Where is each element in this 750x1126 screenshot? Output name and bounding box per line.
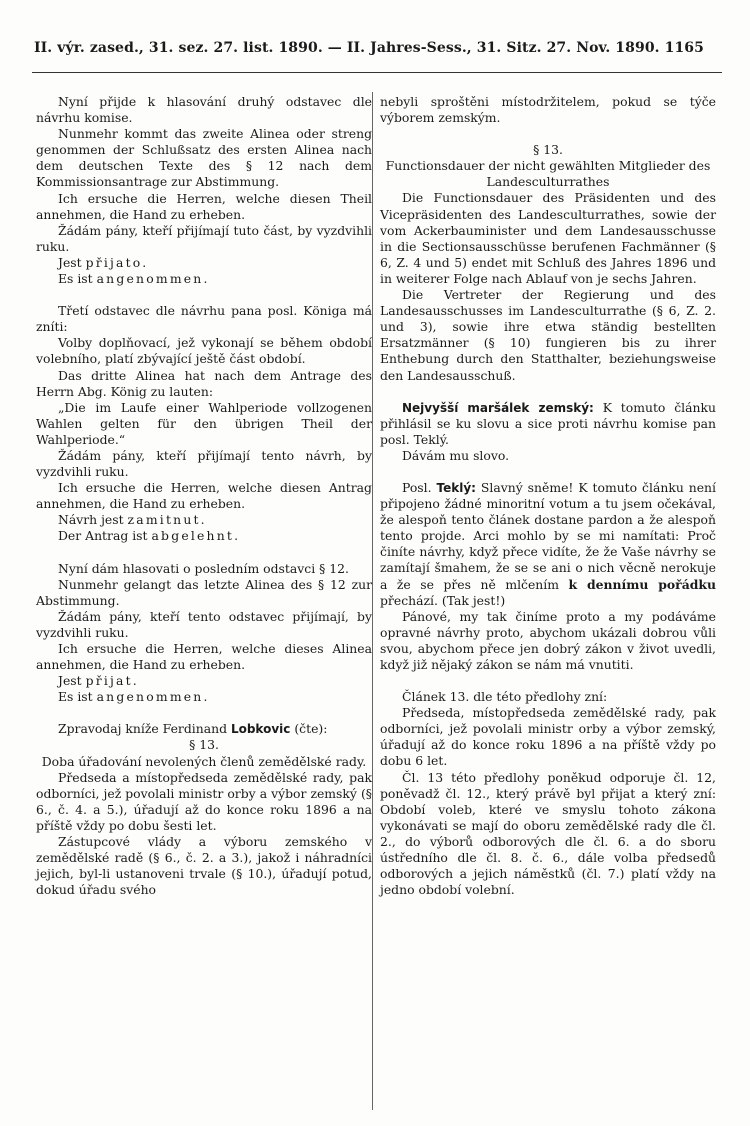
result-word: abgelehnt.	[151, 528, 241, 544]
page-header: II. výr. zased., 31. sez. 27. list. 1890. — II. Jahres-Sess., 31. Sitz. 27. Nov. 1890. 1165	[34, 40, 704, 56]
paragraph: Nunmehr gelangt das letzte Alinea des § 12 zur Abstimmung.	[36, 576, 372, 608]
paragraph: Předseda a místopředseda zemědělské rady, pak odborníci, jež povolali ministr orby a výbor zemský (§ 6., č. 4. a 5.), úřadují až do konce roku 1896 a na příště vždy po dobu šesti let.	[36, 769, 372, 833]
paragraph: Žádám pány, kteří přijímají tento návrh, by vyzdvihli ruku.	[36, 447, 372, 480]
result-text: Es ist	[58, 689, 97, 705]
paragraph: Čl. 13 této předlohy poněkud odporuje čl. 12, poněvadž čl. 12., který právě byl přijat a který zní: Období voleb, které ve smyslu tohoto zákona vykonávati se mají do oboru zemědělské rady dle čl. 2., do výborů odborových dle čl. 6. a do sboru ústředního dle čl. 8. č. 6., dále volba předsedů odborových a jejich náměstků (čl. 7.) platí vždy na jedno období volební.	[380, 769, 716, 898]
paragraph: Volby doplňovací, jež vykonají se během období volebního, platí zbývající ještě část období.	[36, 335, 372, 367]
emphasis-text: k dennímu pořádku	[568, 576, 716, 592]
paragraph: „Die im Laufe einer Wahlperiode vollzogenen Wahlen gelten für den übrigen Theil der Wahlperiode.“	[36, 399, 372, 447]
result-line	[36, 271, 372, 287]
speaker-line	[36, 721, 372, 737]
speaker-intro: Zpravodaj kníže Ferdinand	[58, 721, 231, 737]
speech-text: K tomuto článku přihlásil se ku slovu a sice proti návrhu komise pan posl. Teklý.	[380, 399, 716, 447]
result-word: angenommen.	[96, 271, 210, 287]
result-word: zamitnut.	[127, 512, 207, 528]
speaker-line	[380, 480, 716, 609]
result-word: přijat.	[85, 673, 139, 689]
result-text: Es ist	[58, 271, 97, 287]
speaker-title: Posl.	[402, 479, 437, 495]
result-text: Návrh jest	[58, 512, 128, 528]
result-word: přijato.	[85, 254, 149, 270]
result-line	[36, 255, 372, 271]
result-line	[36, 673, 372, 689]
column-divider	[372, 92, 373, 1110]
header-rule	[32, 72, 722, 73]
speech-text: Slavný sněme! K tomuto článku není připojeno žádné minoritní votum a tu jsem očekával, že alespoň tento článek dostane pardon a že alespoň tento projde. Arci mohlo by se mi namítati: Proč činíte návrhy, když přece vidíte, že že Vaše návrhy se zamítají šmahem, že se se ani o nich věcně nerokuje a že se přes ně mlčením	[380, 479, 717, 592]
result-text: Jest	[58, 254, 86, 270]
paragraph: Třetí odstavec dle návrhu pana posl. Königa má zníti:	[36, 303, 372, 335]
paragraph: Článek 13. dle této předlohy zní:	[402, 689, 608, 705]
paragraph: Nunmehr kommt das zweite Alinea oder streng genommen der Schlußsatz des ersten Alinea nach dem deutschen Texte des § 12 nach dem Kommissionsantrage zur Abstimmung.	[36, 126, 372, 190]
paragraph: Dávám mu slovo.	[402, 447, 510, 463]
paragraph: Die Functionsdauer des Präsidenten und des Vicepräsidenten des Landesculturrathes, sowie der vom Ackerbauminister und dem Landesausschusse in die Sectionsausschüsse berufenen Fachmänner (§ 6, Z. 4 und 5) endet mit Schluß des Jahres 1896 und in weiterer Folge nach Ablauf von je sechs Jahren.	[380, 190, 716, 286]
section-title: Doba úřadování nevolených členů zemědělské rady.	[41, 753, 367, 769]
speaker-name: Nejvyšší maršálek zemský:	[402, 400, 594, 415]
speaker-name: Teklý:	[436, 480, 476, 495]
paragraph: Die Vertreter der Regierung und des Landesausschusses im Landesculturrathe (§ 6, Z. 2. und 3), sowie ihre etwa ständig bestellten Ersatzmänner (§ 10) fungieren bis zu ihrer Enthebung durch den Statthalter, beziehungsweise den Landesausschuß.	[380, 287, 716, 383]
speaker-line	[380, 400, 716, 448]
result-line	[36, 512, 372, 528]
section-title: Functionsdauer der nicht gewählten Mitglieder des Landesculturrathes	[385, 158, 711, 190]
paragraph: Předseda, místopředseda zemědělské rady, pak odborníci, jež povolali ministr orby a výbor zemský, úřadují až do konce roku 1896 a na příště vždy po dobu 6 let.	[380, 705, 716, 769]
result-text: Der Antrag ist	[58, 528, 152, 544]
paragraph: Žádám pány, kteří přijímají tuto část, by vyzdvihli ruku.	[36, 222, 372, 254]
paragraph: Ich ersuche die Herren, welche diesen Antrag annehmen, die Hand zu erheben.	[36, 480, 372, 512]
paragraph: Nyní dám hlasovati o posledním odstavci § 12.	[58, 560, 349, 576]
paragraph: Žádám pány, kteří tento odstavec přijímají, by vyzdvihli ruku.	[36, 608, 372, 640]
result-word: angenommen.	[96, 689, 210, 705]
speaker-name: Lobkovic	[230, 722, 291, 737]
paragraph: Zástupcové vlády a výboru zemského v zemědělské radě (§ 6., č. 2. a 3.), jakož i náhradníci jejich, byl-li ustanoveni trvale (§ 10.), úřadují potud, dokud úřadu svého	[36, 834, 372, 898]
result-line	[36, 528, 372, 544]
section-number: § 13.	[533, 142, 563, 158]
paragraph: Nyní přijde k hlasování druhý odstavec dle návrhu komise.	[36, 94, 372, 126]
paragraph: Ich ersuche die Herren, welche diesen Theil annehmen, die Hand zu erheben.	[36, 190, 372, 222]
paragraph: Das dritte Alinea hat nach dem Antrage des Herrn Abg. König zu lauten:	[36, 367, 372, 399]
paragraph: Pánové, my tak činíme proto a my podáváme opravné návrhy proto, abychom ukázali dobrou vůli svou, abychom přece jen dobrý zákon v život uvedli, když již nějaký zákon se nám má vnutiti.	[380, 608, 716, 672]
result-line	[36, 689, 372, 705]
paragraph: nebyli sproštěni místodržitelem, pokud se týče výborem zemským.	[380, 94, 716, 126]
paragraph: Ich ersuche die Herren, welche dieses Alinea annehmen, die Hand zu erheben.	[36, 641, 372, 673]
speaker-note: (čte):	[290, 721, 328, 737]
speech-text: přechází. (Tak jest!)	[380, 592, 506, 608]
right-column	[380, 94, 716, 898]
left-column	[36, 94, 372, 898]
result-text: Jest	[58, 673, 86, 689]
section-number: § 13.	[189, 737, 219, 753]
